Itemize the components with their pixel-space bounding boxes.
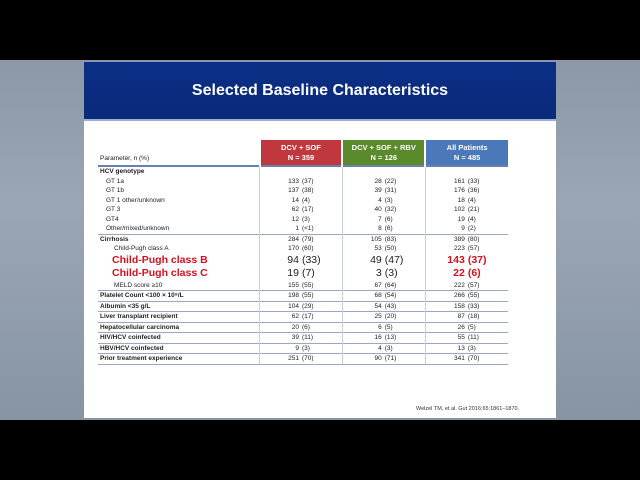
cell-count: 54 — [374, 302, 382, 310]
cell-percent: (55) — [301, 281, 314, 289]
cell-percent: (32) — [384, 206, 397, 213]
cell-value — [260, 312, 343, 323]
row-label: HBV/HCV coinfected — [98, 343, 260, 354]
cell-percent: (3) — [301, 344, 310, 352]
cell-count: 22 — [453, 267, 465, 279]
slide-title-band — [84, 62, 556, 119]
cell-percent: (37) — [467, 253, 487, 266]
row-label: Child-Pugh class C — [112, 267, 208, 279]
cell-count: 341 — [453, 355, 465, 362]
cell-count: 104 — [288, 302, 299, 310]
cell-percent: (70) — [301, 355, 314, 362]
cell-value — [342, 186, 425, 196]
cell-count: 62 — [291, 313, 299, 320]
cell-value — [425, 333, 508, 344]
cell-value — [342, 215, 425, 225]
cell-count: 7 — [378, 215, 382, 223]
cell-count: 284 — [288, 235, 299, 243]
cell-count: 90 — [374, 355, 382, 362]
cell-value — [425, 301, 508, 312]
cell-value — [425, 186, 508, 196]
row-label: GT 1 other/unknown — [106, 196, 165, 204]
cell-count: 133 — [288, 177, 299, 185]
row-label: HIV/HCV coinfected — [98, 333, 260, 344]
cell-count: 9 — [461, 225, 465, 232]
cell-count: 251 — [288, 355, 299, 362]
cell-value — [260, 234, 343, 244]
cell-value — [260, 244, 343, 254]
row-label: GT 1a — [106, 177, 124, 185]
cell-count: 55 — [457, 334, 465, 341]
cell-value — [260, 322, 343, 333]
cell-percent: (17) — [301, 206, 314, 213]
table-row — [98, 186, 508, 196]
cell-percent: (60) — [301, 245, 314, 252]
cell-percent: (18) — [467, 313, 480, 320]
cell-count: 19 — [287, 267, 299, 279]
cell-value — [425, 166, 508, 177]
cell-count: 4 — [378, 344, 382, 352]
cell-value — [260, 186, 343, 196]
slide-title: Selected Baseline Characteristics — [191, 81, 449, 99]
cell-value — [342, 291, 425, 302]
cell-percent: (3) — [384, 267, 398, 279]
cell-value — [425, 244, 508, 254]
cell-percent: (3) — [467, 344, 476, 352]
cell-count: 176 — [453, 187, 465, 194]
row-label: Hepatocellular carcinoma — [98, 322, 260, 333]
cell-value — [260, 196, 343, 206]
cell-percent: (21) — [467, 206, 480, 213]
table-row — [98, 254, 508, 268]
cell-count: 40 — [374, 206, 382, 213]
cell-value — [342, 312, 425, 323]
cell-percent: (55) — [467, 292, 480, 299]
cell-value — [260, 224, 343, 234]
cell-percent: (57) — [467, 281, 480, 289]
cell-count: 94 — [287, 253, 299, 266]
cell-count: 28 — [374, 177, 382, 185]
cell-value — [425, 354, 508, 365]
cell-count: 53 — [374, 245, 382, 252]
cell-percent: (47) — [384, 253, 404, 266]
cell-count: 19 — [457, 215, 465, 223]
cell-count: 161 — [453, 177, 465, 185]
cell-value — [425, 254, 508, 268]
cell-value — [342, 234, 425, 244]
cell-value — [425, 281, 508, 291]
cell-value — [342, 343, 425, 354]
cell-percent: (6) — [384, 215, 393, 223]
cell-percent: (38) — [301, 187, 314, 194]
cell-value — [260, 333, 343, 344]
table-row — [98, 196, 508, 206]
group-header-dcv-sof-rbv: DCV + SOF + RBV N = 126 — [342, 140, 425, 166]
cell-value — [425, 234, 508, 244]
cell-percent: (11) — [301, 334, 314, 341]
cell-count: 170 — [288, 245, 299, 252]
cell-percent: (80) — [467, 235, 480, 243]
cell-percent: (7) — [301, 267, 315, 279]
cell-percent: (6) — [301, 323, 310, 331]
cell-count: 26 — [457, 323, 465, 331]
cell-value — [342, 333, 425, 344]
cell-count: 6 — [378, 323, 382, 331]
baseline-table — [98, 140, 508, 365]
table-row — [98, 322, 508, 333]
table-row — [98, 215, 508, 225]
row-label: GT 1b — [106, 187, 124, 194]
cell-percent: (20) — [384, 313, 397, 320]
cell-percent: (4) — [467, 215, 476, 223]
cell-value — [260, 215, 343, 225]
cell-percent: (17) — [301, 313, 314, 320]
cell-value — [425, 224, 508, 234]
cell-value — [425, 322, 508, 333]
cell-value — [425, 291, 508, 302]
cell-count: 9 — [295, 344, 299, 352]
row-label: Child-Pugh class A — [114, 245, 169, 252]
cell-percent: (6) — [467, 267, 481, 279]
table-row — [98, 354, 508, 365]
cell-percent: (<1) — [301, 225, 314, 232]
cell-percent: (13) — [384, 334, 397, 341]
cell-count: 4 — [378, 196, 382, 204]
slide — [84, 62, 556, 418]
cell-percent: (4) — [301, 196, 310, 204]
cell-percent: (79) — [301, 235, 314, 243]
cell-count: 8 — [378, 225, 382, 232]
cell-count: 67 — [374, 281, 382, 289]
cell-value — [342, 177, 425, 187]
cell-count: 389 — [453, 235, 465, 243]
cell-count: 14 — [291, 196, 299, 204]
cell-percent: (33) — [467, 302, 480, 310]
cell-percent: (64) — [384, 281, 397, 289]
row-label: GT 3 — [106, 206, 121, 213]
cell-count: 49 — [370, 253, 382, 266]
table-row — [98, 166, 508, 177]
cell-count: 105 — [370, 235, 382, 243]
cell-value — [342, 281, 425, 291]
cell-value — [342, 196, 425, 206]
cell-count: 266 — [453, 292, 465, 299]
cell-count: 198 — [288, 292, 299, 299]
row-label: HCV genotype — [98, 166, 260, 177]
cell-value — [260, 291, 343, 302]
cell-count: 16 — [374, 334, 382, 341]
table-row — [98, 244, 508, 254]
group-header-dcv-sof: DCV + SOF N = 359 — [260, 140, 343, 166]
row-label: Cirrhosis — [98, 234, 260, 244]
cell-percent: (6) — [384, 225, 393, 232]
table-row — [98, 281, 508, 291]
cell-value — [260, 301, 343, 312]
cell-percent: (37) — [301, 177, 314, 185]
cell-percent: (31) — [384, 187, 397, 194]
cell-count: 39 — [291, 334, 299, 341]
cell-value — [342, 224, 425, 234]
cell-percent: (3) — [301, 215, 310, 223]
cell-value — [425, 343, 508, 354]
cell-count: 223 — [453, 245, 465, 252]
cell-count: 87 — [457, 313, 465, 320]
cell-percent: (4) — [467, 196, 476, 204]
row-label: Liver transplant recipient — [98, 312, 260, 323]
cell-count: 62 — [291, 206, 299, 213]
row-label: Other/mixed/unknown — [106, 225, 170, 232]
table-row — [98, 291, 508, 302]
cell-value — [342, 322, 425, 333]
table-row — [98, 333, 508, 344]
row-label: Platelet Count <100 × 10⁹/L — [98, 291, 260, 302]
cell-percent: (43) — [384, 302, 397, 310]
cell-value — [342, 267, 425, 281]
cell-count: 12 — [291, 215, 299, 223]
cell-value — [260, 177, 343, 187]
cell-value — [260, 166, 343, 177]
cell-count: 155 — [288, 281, 299, 289]
cell-percent: (83) — [384, 235, 397, 243]
cell-count: 25 — [374, 313, 382, 320]
param-header: Parameter, n (%) — [100, 155, 150, 162]
cell-value — [260, 205, 343, 215]
cell-value — [260, 267, 343, 281]
cell-value — [425, 215, 508, 225]
cell-percent: (57) — [467, 245, 480, 252]
cell-count: 39 — [374, 187, 382, 194]
cell-value — [342, 205, 425, 215]
row-label: Prior treatment experience — [98, 354, 260, 365]
cell-value — [425, 267, 508, 281]
row-label: Child-Pugh class B — [112, 253, 208, 266]
cell-count: 1 — [295, 225, 299, 232]
table-row — [98, 267, 508, 281]
cell-value — [260, 254, 343, 268]
cell-count: 158 — [453, 302, 465, 310]
cell-count: 68 — [374, 292, 382, 299]
table-body — [98, 166, 508, 364]
table-row — [98, 224, 508, 234]
cell-percent: (55) — [301, 292, 314, 299]
cell-value — [342, 254, 425, 268]
cell-percent: (71) — [384, 355, 397, 362]
cell-count: 222 — [453, 281, 465, 289]
cell-value — [425, 312, 508, 323]
cell-percent: (22) — [384, 177, 397, 185]
cell-value — [342, 354, 425, 365]
cell-percent: (5) — [467, 323, 476, 331]
cell-count: 102 — [453, 206, 465, 213]
cell-value — [260, 354, 343, 365]
cell-percent: (33) — [301, 253, 321, 266]
cell-count: 20 — [291, 323, 299, 331]
title-rule — [84, 119, 556, 121]
cell-value — [342, 301, 425, 312]
cell-percent: (33) — [467, 177, 480, 185]
cell-percent: (70) — [467, 355, 480, 362]
cell-percent: (11) — [467, 334, 479, 341]
cell-value — [260, 343, 343, 354]
cell-count: 13 — [457, 344, 465, 352]
table-row — [98, 234, 508, 244]
table-row — [98, 205, 508, 215]
cell-value — [342, 166, 425, 177]
cell-value — [425, 177, 508, 187]
row-label: Albumin <35 g/L — [98, 301, 260, 312]
table-row — [98, 177, 508, 187]
table-row — [98, 301, 508, 312]
cell-value — [425, 196, 508, 206]
cell-count: 137 — [288, 187, 299, 194]
cell-value — [260, 281, 343, 291]
cell-count: 18 — [457, 196, 465, 204]
table-row — [98, 343, 508, 354]
cell-percent: (3) — [384, 344, 393, 352]
cell-percent: (3) — [384, 196, 393, 204]
cell-percent: (54) — [384, 292, 397, 299]
group-header-all-patients: All Patients N = 485 — [425, 140, 508, 166]
cell-percent: (5) — [384, 323, 393, 331]
cell-percent: (36) — [467, 187, 480, 194]
cell-percent: (50) — [384, 245, 397, 252]
cell-percent: (29) — [301, 302, 314, 310]
cell-value — [342, 244, 425, 254]
cell-count: 143 — [447, 253, 465, 266]
cell-value — [425, 205, 508, 215]
row-label: GT4 — [106, 215, 119, 223]
cell-count: 3 — [375, 267, 382, 279]
cell-percent: (2) — [467, 225, 476, 232]
citation: Welzel TM, et al. Gut 2016;65:1861–1870. — [416, 406, 520, 412]
table-row — [98, 312, 508, 323]
row-label: MELD score ≥10 — [114, 281, 163, 289]
